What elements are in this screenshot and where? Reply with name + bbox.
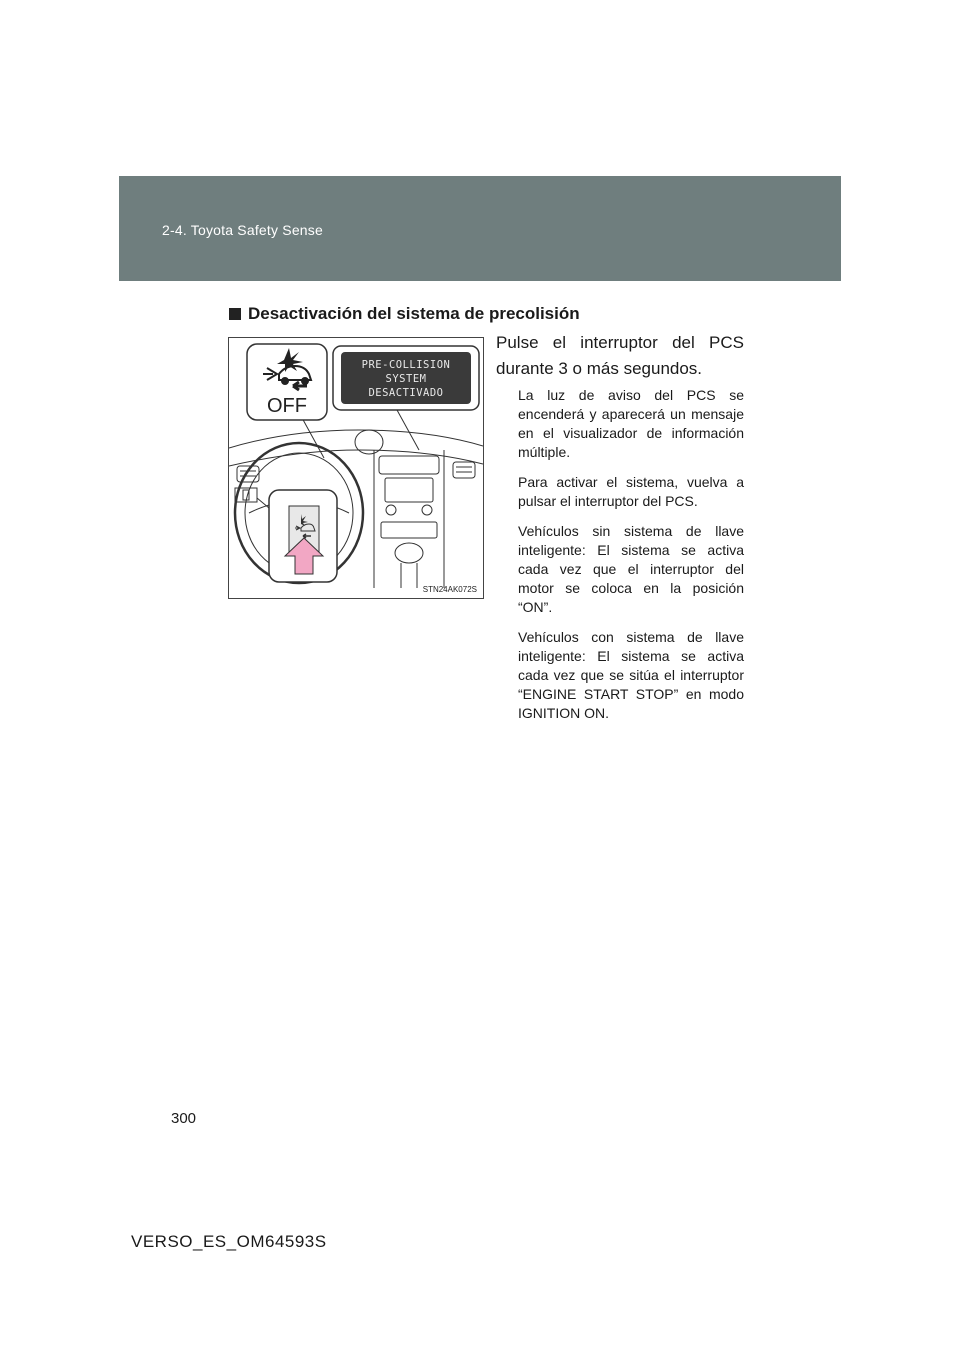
note-paragraph: Vehículos sin sistema de llave inteligente: El sistema se activa cada vez que el interruptor del motor se coloca en la posición “ON”.	[518, 523, 744, 615]
note-paragraph: Vehículos con sistema de llave inteligente: El sistema se activa cada vez que se sitúa el interruptor “ENGINE START STOP” en modo IGNITION ON.	[518, 629, 744, 721]
page-number: 300	[171, 1110, 197, 1127]
section-heading-text: Desactivación del sistema de precolisión	[248, 304, 580, 323]
note-paragraph: Para activar el sistema, vuelva a pulsar el interruptor del PCS.	[518, 474, 744, 509]
note-paragraph: La luz de aviso del PCS se encenderá y aparecerá un mensaje en el visualizador de información múltiple.	[518, 387, 744, 460]
dashboard-illustration	[228, 337, 484, 599]
off-indicator-label: OFF	[267, 395, 307, 417]
display-line-2: SYSTEM	[385, 373, 427, 385]
section-heading	[229, 304, 580, 324]
display-line-3: DESACTIVADO	[368, 387, 444, 399]
section-label: 2-4. Toyota Safety Sense	[162, 222, 323, 238]
instruction-text: Pulse el interruptor del PCS durante 3 o más segundos.	[496, 333, 744, 378]
display-line-1: PRE-COLLISION	[361, 359, 451, 371]
notes-list	[518, 386, 744, 734]
figure-code: STN24AK072S	[422, 585, 477, 594]
bullet-square-icon	[229, 308, 241, 320]
document-code: VERSO_ES_OM64593S	[131, 1232, 327, 1251]
